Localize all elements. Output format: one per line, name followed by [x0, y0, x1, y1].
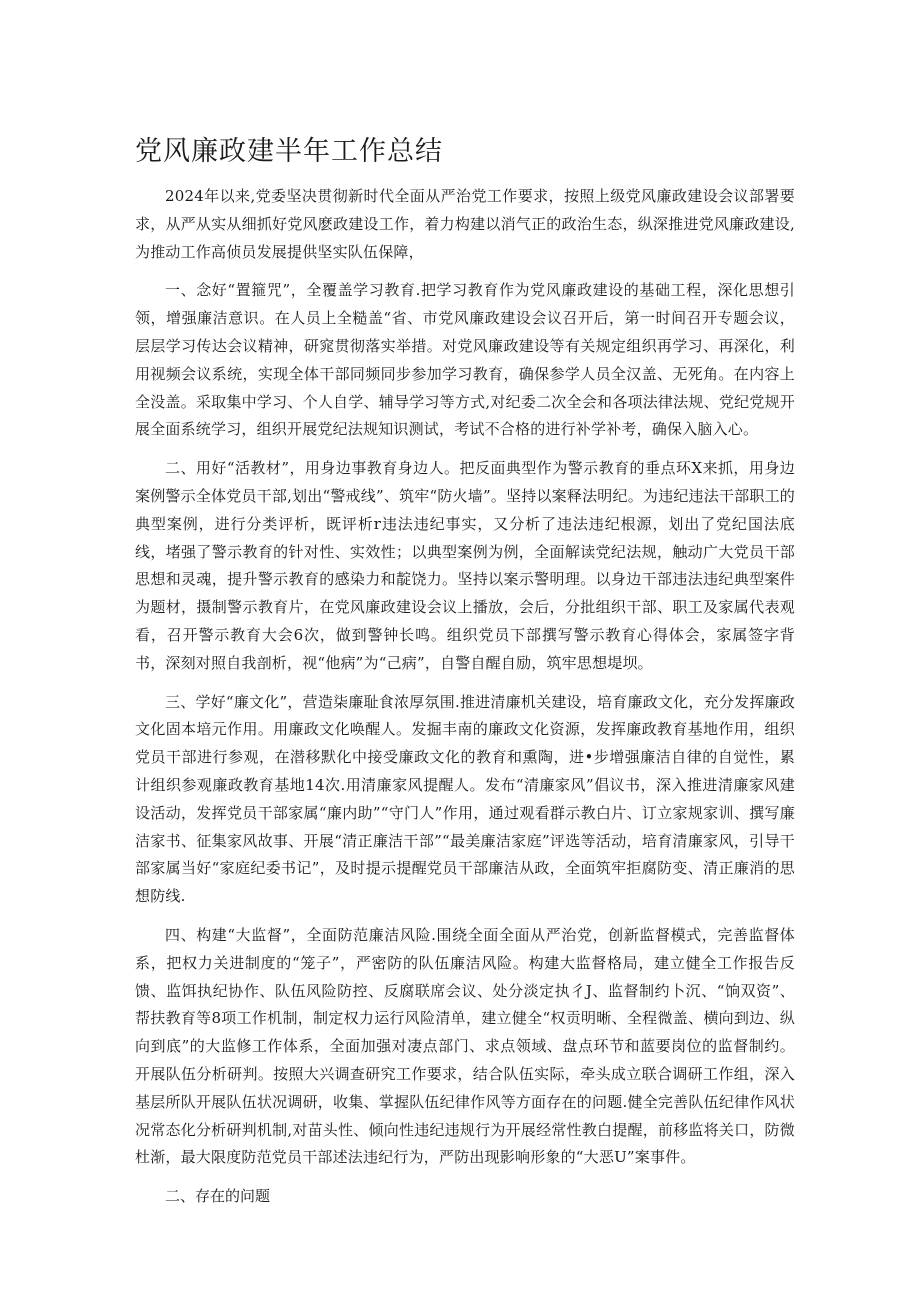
intro-paragraph: 2024年以来,党委坚决贯彻新时代全面从严治党工作要求，按照上级党风廉政建设会议部署要求，从严从实从细抓好党风麽政建设工作，着力构建以消气正的政治生态，纵深推进党风廉政建设,为推动工作高侦员发展提供坚实队伍保障， — [135, 187, 795, 261]
paragraph-integrity-culture: 三、学好“廉文化”，营造柒廉耻食浓厚氛围.推进清廉机关建设，培育廉政文化，充分发挥廉政文化固本培元作用。用廉政文化唤醒人。发掘丰南的廉政文化资源，发挥廉政教育基地作用，组织党员干部进行参观，在潜移默化中接受廉政文化的教育和熏陶，进•步增强廉洁自律的自觉性，累计组织参观廉政教育基地14次.用清廉家风提醒人。发布“清廉家风”倡议书，深入推进清廉家风建设活动，发挥党员干部家属“廉内助”“守门人”作用，通过观看群示教白片、订立家规家训、撰写廉洁家书、征集家风故事、开展“清正廉洁干部”“最美廉洁家庭”评选等活动，培育清廉家风，引导干部家属当好“家庭纪委书记”，及时提示提醒党员干部廉洁从政，全面筑牢拒腐防变、清正廉消的思想防线. — [135, 692, 795, 906]
section-heading-problems: 二、存在的问题 — [165, 1187, 271, 1206]
paragraph-study-education: 一、念好“置箍咒”，全覆盖学习教育.把学习教育作为党风廉政建设的基础工程，深化思想引领，增强廉洁意识。在人员上全糙盖“省、市党风廉政建设会议召开后，第一时间召开专题会议，层层学习传达会议精神，研窕贯彻落实举措。对党风廉政建设等有关规定组织再学习、再深化，利用视频会议系统，实现全体干部同频同步参加学习教育，确保参学人员全汉盖、无死角。在内容上全没盖。采取集中学习、个人自学、辅导学习等方式,对纪委二次全会和各项法律法规、党纪党规开展全面系统学习，组织开展党纪法规知识测试，考试不合格的进行补学补考，确保入脑入心。 — [135, 281, 795, 439]
document-body — [135, 183, 795, 1211]
paragraph-supervision: 四、构建“大监督”，全面防范廉洁风险.围绕全面全面从严治党，创新监督模式，完善监督体系，把权力关进制度的“笼子”，严密防的队伍廉洁风险。构建大监督格局，建立健全工作报告反馈、监饵执纪协作、队伍风险防控、反腐联席会议、处分淡定执彳J、监督制约卜沉、“饷双资”、帮扶教育等8项工作机制，制定权力运行风险清单，建立健全“权贡明晰、全程微盖、横向到边、纵向到底”的大监修工作体系，全面加强对凄点部门、求点领域、盘点环节和蓝要岗位的监督制约。开展队伍分析研判。按照大兴调查研究工作要求，结合队伍实际，牵头成立联合调研工作组，深入基层所队开展队伍状况调研，收集、掌握队伍纪律作风等方面存在的问题.健全完善队伍纪律作风状况常态化分析研判机制,对苗头性、倾向性违纪违规行为开展经常性教白提醒，前移监将关口，防微杜渐，最大限度防范党员干部述法违纪行为，严防出现影响形象的“大恶U”案事件。 — [135, 925, 795, 1167]
paragraph-warning-education: 二、用好“活教材”，用身边事教育身边人。把反面典型作为警示教育的垂点环X来抓，用身边案例警示全体党员干部,划出“警戒线”、筑牢“防火墙”。坚持以案释法明纪。为违纪违法干部职工的典型案例，进行分类评析，既评析r违法违纪事实，又分析了违法违纪根源，划出了党纪国法底线，堵强了警示教育的针对性、实效性；以典型案例为例，全面解读党纪法规，触动广大党员干部思想和灵魂，提升警示教育的感染力和靛饶力。坚持以案示警明理。以身边干部违法违纪典型案件为题材，摄制警示教育片，在党风廉政建设会议上播放，会后，分批组织干部、职工及家属代表观看，召开警示教育大会6次，做到警钟长鸣。组织党员下部撰写警示教育心得体会，家属签字背书，深刻对照自我剖析，视“他病”为“己病”，自警自醒自励，筑牢思想堤坝。 — [135, 459, 795, 672]
document-title: 党风廉政建半年工作总结 — [135, 136, 443, 167]
